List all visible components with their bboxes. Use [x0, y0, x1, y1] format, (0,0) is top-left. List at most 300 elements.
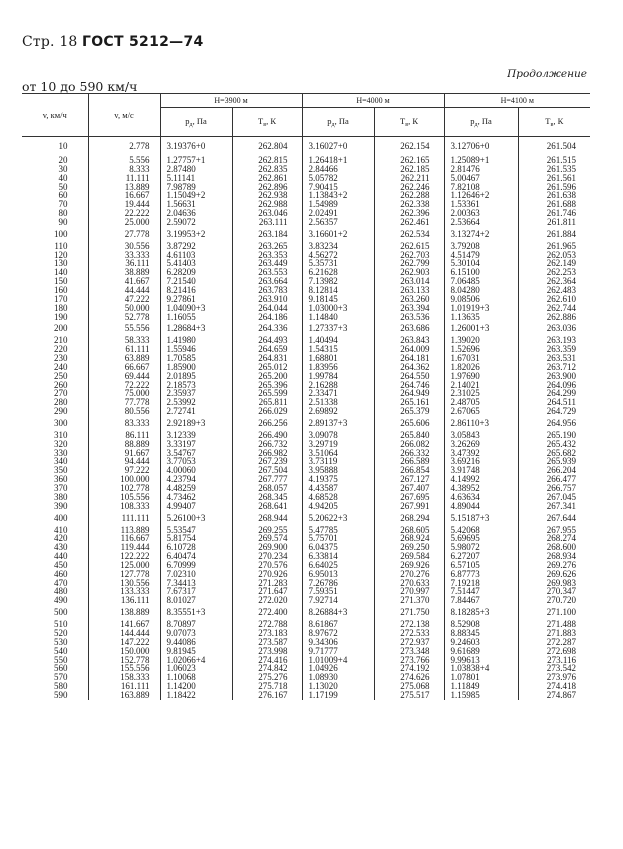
speed-ms-cell: 155.556	[88, 664, 160, 673]
pressure-cell: 7.02310	[160, 570, 232, 579]
pressure-cell: 8.12814	[302, 286, 374, 295]
speed-ms-cell: 86.111	[88, 431, 160, 440]
temperature-cell: 261.596	[518, 183, 590, 192]
speed-kmh-cell: 70	[58, 199, 68, 210]
temperature-cell: 262.610	[518, 295, 590, 304]
pressure-cell: 4.19375	[302, 475, 374, 484]
range-note: от 10 до 590 км/ч	[22, 79, 138, 94]
temperature-cell: 262.703	[374, 251, 444, 260]
temperature-cell: 263.843	[374, 336, 444, 345]
temperature-cell: 265.682	[518, 449, 590, 458]
temperature-cell: 262.053	[518, 251, 590, 260]
temperature-cell: 268.294	[374, 511, 444, 526]
pressure-cell: 5.20622+3	[302, 511, 374, 526]
temperature-cell: 268.944	[232, 511, 302, 526]
temperature-cell: 270.576	[232, 561, 302, 570]
speed-kmh-cell: 180	[54, 302, 68, 313]
table-row	[22, 587, 590, 596]
speed-ms-cell: 161.111	[88, 682, 160, 691]
table-row	[22, 647, 590, 656]
temperature-cell: 272.020	[232, 596, 302, 605]
temperature-cell: 269.626	[518, 570, 590, 579]
pressure-cell: 1.13020	[302, 682, 374, 691]
pressure-cell: 2.51338	[302, 398, 374, 407]
temperature-cell: 261.884	[518, 227, 590, 242]
temperature-cell: 270.234	[232, 552, 302, 561]
temperature-cell: 275.068	[374, 682, 444, 691]
temperature-cell: 265.599	[232, 389, 302, 398]
temperature-cell: 265.840	[374, 431, 444, 440]
temperature-cell: 265.396	[232, 381, 302, 390]
temperature-cell: 269.900	[232, 543, 302, 552]
temperature-cell: 267.991	[374, 502, 444, 511]
pressure-cell: 1.26001+3	[444, 321, 518, 336]
pressure-cell: 5.69695	[444, 534, 518, 543]
speed-kmh-cell: 360	[54, 474, 68, 485]
temperature-cell: 266.982	[232, 449, 302, 458]
table-row	[22, 174, 590, 183]
speed-ms-cell: 66.667	[88, 363, 160, 372]
pressure-cell: 1.83956	[302, 363, 374, 372]
table-row	[22, 638, 590, 647]
temperature-cell: 264.550	[374, 372, 444, 381]
pressure-cell: 6.10728	[160, 543, 232, 552]
table-row	[22, 493, 590, 502]
speed-ms-cell: 147.222	[88, 638, 160, 647]
temperature-cell: 265.379	[374, 407, 444, 416]
speed-kmh-cell: 310	[54, 429, 68, 440]
table-row	[22, 664, 590, 673]
temperature-cell: 275.276	[232, 673, 302, 682]
header-pressure: $p_д$, Па	[160, 108, 232, 137]
table-row	[22, 363, 590, 372]
pressure-cell: 1.01009+4	[302, 656, 374, 665]
pressure-cell: 2.69892	[302, 407, 374, 416]
temperature-cell: 272.698	[518, 647, 590, 656]
pressure-cell: 1.67031	[444, 354, 518, 363]
speed-kmh-cell: 560	[54, 663, 68, 674]
temperature-cell: 272.287	[518, 638, 590, 647]
pressure-cell: 6.04375	[302, 543, 374, 552]
temperature-cell: 264.009	[374, 345, 444, 354]
temperature-cell: 261.561	[518, 174, 590, 183]
pressure-cell: 8.18285+3	[444, 605, 518, 620]
pressure-cell: 4.56272	[302, 251, 374, 260]
temperature-cell: 262.938	[232, 191, 302, 200]
speed-kmh-cell: 190	[54, 311, 68, 322]
speed-kmh-cell: 80	[58, 208, 68, 219]
temperature-cell: 268.605	[374, 526, 444, 535]
temperature-cell: 266.757	[518, 484, 590, 493]
temperature-cell: 266.589	[374, 457, 444, 466]
speed-kmh-cell: 490	[54, 595, 68, 606]
temperature-cell: 272.400	[232, 605, 302, 620]
pressure-cell: 3.13274+2	[444, 227, 518, 242]
pressure-cell: 5.15187+3	[444, 511, 518, 526]
speed-ms-cell: 130.556	[88, 579, 160, 588]
temperature-cell: 263.531	[518, 354, 590, 363]
pressure-cell: 2.16288	[302, 381, 374, 390]
temperature-cell: 262.185	[374, 165, 444, 174]
speed-kmh-cell: 250	[54, 370, 68, 381]
table-row	[22, 656, 590, 665]
table-row	[22, 354, 590, 363]
table-row	[22, 313, 590, 322]
temperature-cell: 271.750	[374, 605, 444, 620]
temperature-cell: 263.449	[232, 259, 302, 268]
pressure-cell: 5.26100+3	[160, 511, 232, 526]
temperature-cell: 271.100	[518, 605, 590, 620]
temperature-cell: 262.246	[374, 183, 444, 192]
pressure-cell: 2.89137+3	[302, 416, 374, 431]
pressure-cell: 9.08506	[444, 295, 518, 304]
table-row	[22, 440, 590, 449]
speed-kmh-cell: 120	[54, 249, 68, 260]
pressure-cell: 2.33471	[302, 389, 374, 398]
table-row	[22, 209, 590, 218]
pressure-cell: 5.00467	[444, 174, 518, 183]
speed-kmh-cell: 430	[54, 542, 68, 553]
pressure-cell: 9.24603	[444, 638, 518, 647]
temperature-cell: 262.338	[374, 200, 444, 209]
pressure-cell: 8.35551+3	[160, 605, 232, 620]
speed-ms-cell: 136.111	[88, 596, 160, 605]
temperature-cell: 261.515	[518, 156, 590, 165]
temperature-cell: 275.718	[232, 682, 302, 691]
speed-kmh-cell: 320	[54, 438, 68, 449]
table-row	[22, 596, 590, 605]
pressure-cell: 1.82026	[444, 363, 518, 372]
temperature-cell: 263.686	[374, 321, 444, 336]
temperature-cell: 266.332	[374, 449, 444, 458]
speed-kmh-cell: 260	[54, 379, 68, 390]
pressure-cell: 3.05843	[444, 431, 518, 440]
temperature-cell: 270.276	[374, 570, 444, 579]
pressure-cell: 7.21540	[160, 277, 232, 286]
pressure-cell: 8.61867	[302, 620, 374, 629]
pressure-cell: 1.16055	[160, 313, 232, 322]
pressure-cell: 3.77053	[160, 457, 232, 466]
pressure-cell: 2.59072	[160, 218, 232, 227]
temperature-cell: 262.288	[374, 191, 444, 200]
speed-kmh-cell: 210	[54, 335, 68, 346]
table-row	[22, 416, 590, 431]
pressure-cell: 1.17199	[302, 691, 374, 700]
pressure-cell: 1.40494	[302, 336, 374, 345]
header-altitude-2: H=4000 м	[302, 94, 444, 108]
temperature-cell: 269.574	[232, 534, 302, 543]
speed-kmh-cell: 450	[54, 559, 68, 570]
pressure-cell: 1.15049+2	[160, 191, 232, 200]
temperature-cell: 273.998	[232, 647, 302, 656]
speed-kmh-cell: 150	[54, 276, 68, 287]
temperature-cell: 262.835	[232, 165, 302, 174]
pressure-cell: 7.90415	[302, 183, 374, 192]
temperature-cell: 270.720	[518, 596, 590, 605]
speed-kmh-cell: 280	[54, 397, 68, 408]
temperature-cell: 263.111	[232, 218, 302, 227]
pressure-cell: 1.02066+4	[160, 656, 232, 665]
speed-kmh-cell: 540	[54, 645, 68, 656]
speed-kmh-cell: 510	[54, 619, 68, 630]
temperature-cell: 265.012	[232, 363, 302, 372]
pressure-cell: 9.07073	[160, 629, 232, 638]
table-row	[22, 227, 590, 242]
pressure-cell: 4.14992	[444, 475, 518, 484]
table-row	[22, 691, 590, 700]
speed-kmh-cell: 350	[54, 465, 68, 476]
speed-ms-cell: 13.889	[88, 183, 160, 192]
pressure-cell: 7.26786	[302, 579, 374, 588]
temperature-cell: 265.606	[374, 416, 444, 431]
table-body	[22, 137, 590, 700]
table-row	[22, 165, 590, 174]
temperature-cell: 274.192	[374, 664, 444, 673]
speed-kmh-cell: 410	[54, 524, 68, 535]
temperature-cell: 263.394	[374, 304, 444, 313]
pressure-cell: 3.19376+0	[160, 137, 232, 157]
pressure-cell: 1.54315	[302, 345, 374, 354]
temperature-cell: 261.688	[518, 200, 590, 209]
document-code: ГОСТ 5212—74	[82, 34, 204, 50]
speed-kmh-cell: 550	[54, 654, 68, 665]
temperature-cell: 262.896	[232, 183, 302, 192]
temperature-cell: 262.534	[374, 227, 444, 242]
temperature-cell: 274.418	[518, 682, 590, 691]
pressure-cell: 9.34306	[302, 638, 374, 647]
speed-ms-cell: 33.333	[88, 251, 160, 260]
temperature-cell: 268.600	[518, 543, 590, 552]
temperature-cell: 263.260	[374, 295, 444, 304]
table-row	[22, 682, 590, 691]
speed-ms-cell: 27.778	[88, 227, 160, 242]
temperature-cell: 268.345	[232, 493, 302, 502]
temperature-cell: 269.276	[518, 561, 590, 570]
table-row	[22, 579, 590, 588]
header-speed-kmh: v, км/ч	[22, 94, 88, 137]
pressure-cell: 1.06023	[160, 664, 232, 673]
temperature-cell: 263.664	[232, 277, 302, 286]
speed-kmh-cell: 400	[54, 512, 68, 523]
temperature-cell: 264.511	[518, 398, 590, 407]
pressure-cell: 5.53547	[160, 526, 232, 535]
temperature-cell: 274.867	[518, 691, 590, 700]
speed-kmh-cell: 110	[54, 240, 68, 251]
temperature-cell: 273.766	[374, 656, 444, 665]
pressure-cell: 9.44086	[160, 638, 232, 647]
table-row	[22, 629, 590, 638]
table-row	[22, 218, 590, 227]
table-row	[22, 389, 590, 398]
pressure-cell: 1.14200	[160, 682, 232, 691]
pressure-cell: 6.57105	[444, 561, 518, 570]
temperature-cell: 261.811	[518, 218, 590, 227]
speed-kmh-cell: 470	[54, 577, 68, 588]
table-row	[22, 268, 590, 277]
speed-kmh-cell: 90	[58, 216, 68, 227]
pressure-cell: 5.98072	[444, 543, 518, 552]
speed-ms-cell: 69.444	[88, 372, 160, 381]
temperature-cell: 264.831	[232, 354, 302, 363]
pressure-cell: 1.10068	[160, 673, 232, 682]
speed-kmh-cell: 330	[54, 447, 68, 458]
continuation-label: Продолжение	[507, 68, 587, 80]
pressure-cell: 8.70897	[160, 620, 232, 629]
speed-ms-cell: 2.778	[88, 137, 160, 157]
table-row	[22, 242, 590, 251]
temperature-cell: 269.584	[374, 552, 444, 561]
table-row	[22, 295, 590, 304]
temperature-cell: 268.641	[232, 502, 302, 511]
speed-ms-cell: 75.000	[88, 389, 160, 398]
temperature-cell: 269.983	[518, 579, 590, 588]
temperature-cell: 261.535	[518, 165, 590, 174]
temperature-cell: 264.949	[374, 389, 444, 398]
pressure-cell: 2.48705	[444, 398, 518, 407]
table-row	[22, 321, 590, 336]
temperature-cell: 272.138	[374, 620, 444, 629]
temperature-cell: 264.181	[374, 354, 444, 363]
table-row	[22, 286, 590, 295]
speed-ms-cell: 116.667	[88, 534, 160, 543]
header-pressure: $p_д$, Па	[302, 108, 374, 137]
header-speed-ms: v, м/с	[88, 94, 160, 137]
temperature-cell: 273.542	[518, 664, 590, 673]
speed-ms-cell: 22.222	[88, 209, 160, 218]
pressure-cell: 3.12706+0	[444, 137, 518, 157]
temperature-cell: 271.283	[232, 579, 302, 588]
temperature-cell: 262.149	[518, 259, 590, 268]
speed-ms-cell: 58.333	[88, 336, 160, 345]
temperature-cell: 261.746	[518, 209, 590, 218]
speed-ms-cell: 100.000	[88, 475, 160, 484]
temperature-cell: 264.746	[374, 381, 444, 390]
pressure-cell: 4.73462	[160, 493, 232, 502]
temperature-cell: 266.082	[374, 440, 444, 449]
pressure-cell: 3.19953+2	[160, 227, 232, 242]
temperature-cell: 266.854	[374, 466, 444, 475]
temperature-cell: 263.193	[518, 336, 590, 345]
speed-ms-cell: 11.111	[88, 174, 160, 183]
speed-ms-cell: 94.444	[88, 457, 160, 466]
header-temperature: $T_в$, К	[518, 108, 590, 137]
pressure-cell: 6.70999	[160, 561, 232, 570]
speed-ms-cell: 119.444	[88, 543, 160, 552]
temperature-cell: 263.910	[232, 295, 302, 304]
pressure-cell: 1.52696	[444, 345, 518, 354]
pressure-cell: 7.92714	[302, 596, 374, 605]
speed-ms-cell: 52.778	[88, 313, 160, 322]
temperature-cell: 264.493	[232, 336, 302, 345]
table-row	[22, 561, 590, 570]
temperature-cell: 267.695	[374, 493, 444, 502]
pressure-cell: 6.87773	[444, 570, 518, 579]
temperature-cell: 264.729	[518, 407, 590, 416]
table-row	[22, 620, 590, 629]
temperature-cell: 268.934	[518, 552, 590, 561]
pressure-cell: 3.95888	[302, 466, 374, 475]
pressure-cell: 6.15100	[444, 268, 518, 277]
pressure-cell: 3.87292	[160, 242, 232, 251]
table-row	[22, 200, 590, 209]
pressure-cell: 7.13982	[302, 277, 374, 286]
pressure-cell: 1.85900	[160, 363, 232, 372]
pressure-cell: 1.14840	[302, 313, 374, 322]
temperature-cell: 273.183	[232, 629, 302, 638]
pressure-cell: 1.28684+3	[160, 321, 232, 336]
table-row	[22, 259, 590, 268]
speed-kmh-cell: 390	[54, 500, 68, 511]
pressure-cell: 6.64025	[302, 561, 374, 570]
pressure-cell: 1.13635	[444, 313, 518, 322]
speed-kmh-cell: 20	[58, 155, 68, 165]
pressure-cell: 7.51447	[444, 587, 518, 596]
temperature-cell: 263.359	[518, 345, 590, 354]
temperature-cell: 264.362	[374, 363, 444, 372]
pressure-cell: 1.41980	[160, 336, 232, 345]
temperature-cell: 263.036	[518, 321, 590, 336]
pressure-cell: 3.09078	[302, 431, 374, 440]
temperature-cell: 262.861	[232, 174, 302, 183]
pressure-cell: 5.81754	[160, 534, 232, 543]
temperature-cell: 270.926	[232, 570, 302, 579]
pressure-cell: 1.97690	[444, 372, 518, 381]
pressure-cell: 3.33197	[160, 440, 232, 449]
speed-kmh-cell: 520	[54, 627, 68, 638]
temperature-cell: 274.626	[374, 673, 444, 682]
pressure-cell: 6.40474	[160, 552, 232, 561]
temperature-cell: 265.161	[374, 398, 444, 407]
pressure-cell: 2.72741	[160, 407, 232, 416]
speed-kmh-cell: 590	[54, 689, 68, 700]
temperature-cell: 270.633	[374, 579, 444, 588]
table-row	[22, 605, 590, 620]
pressure-cell: 8.88345	[444, 629, 518, 638]
temperature-cell: 270.997	[374, 587, 444, 596]
speed-kmh-cell: 140	[54, 267, 68, 278]
table-row	[22, 534, 590, 543]
temperature-cell: 262.903	[374, 268, 444, 277]
pressure-cell: 2.00363	[444, 209, 518, 218]
pressure-cell: 3.79208	[444, 242, 518, 251]
pressure-cell: 5.35731	[302, 259, 374, 268]
table-row	[22, 484, 590, 493]
pressure-cell: 5.41403	[160, 259, 232, 268]
temperature-cell: 263.353	[232, 251, 302, 260]
speed-kmh-cell: 580	[54, 681, 68, 692]
pressure-cell: 2.53992	[160, 398, 232, 407]
temperature-cell: 263.553	[232, 268, 302, 277]
temperature-cell: 263.133	[374, 286, 444, 295]
temperature-cell: 262.253	[518, 268, 590, 277]
temperature-cell: 262.804	[232, 137, 302, 157]
pressure-cell: 4.94205	[302, 502, 374, 511]
pressure-cell: 4.63634	[444, 493, 518, 502]
table-row	[22, 407, 590, 416]
speed-kmh-cell: 290	[54, 406, 68, 417]
table-row	[22, 398, 590, 407]
pressure-cell: 2.86110+3	[444, 416, 518, 431]
pressure-cell: 9.99613	[444, 656, 518, 665]
pressure-cell: 5.11141	[160, 174, 232, 183]
speed-kmh-cell: 440	[54, 551, 68, 562]
table-row	[22, 449, 590, 458]
speed-ms-cell: 88.889	[88, 440, 160, 449]
speed-ms-cell: 141.667	[88, 620, 160, 629]
temperature-cell: 271.647	[232, 587, 302, 596]
speed-kmh-cell: 220	[54, 344, 68, 355]
pressure-cell: 3.29719	[302, 440, 374, 449]
